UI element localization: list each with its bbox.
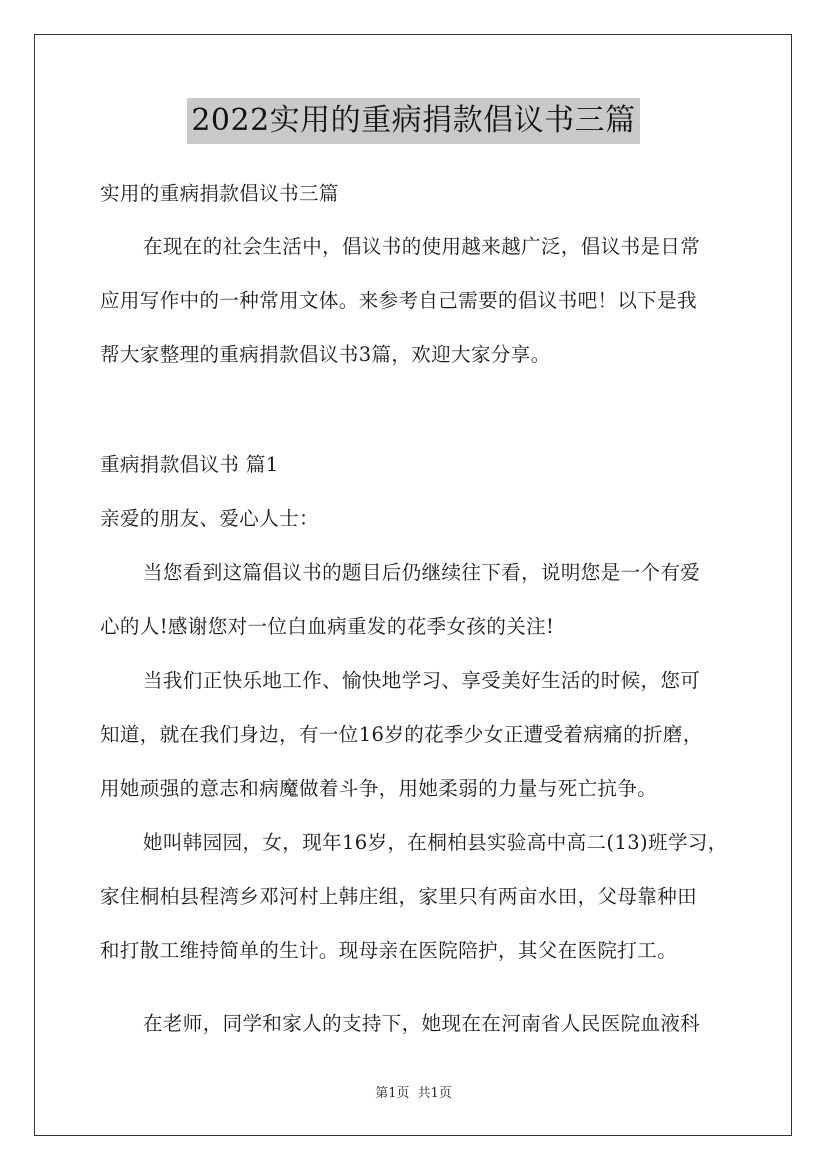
paragraph-line: 应用写作中的一种常用文体。来参考自己需要的倡议书吧！以下是我 bbox=[100, 289, 698, 312]
title-container bbox=[0, 98, 827, 144]
paragraph-line: 知道，就在我们身边，有一位16岁的花季少女正遭受着病痛的折磨， bbox=[100, 723, 703, 746]
paragraph-line: 在老师，同学和家人的支持下，她现在在河南省人民医院血液科 bbox=[143, 1012, 701, 1035]
paragraph-line: 在现在的社会生活中，倡议书的使用越来越广泛，倡议书是日常 bbox=[143, 235, 701, 258]
paragraph-line: 家住桐柏县程湾乡邓河村上韩庄组，家里只有两亩水田，父母靠种田 bbox=[100, 885, 698, 908]
subtitle-line: 实用的重病捐款倡议书三篇 bbox=[100, 182, 339, 205]
salutation-line: 亲爱的朋友、爱心人士： bbox=[100, 507, 319, 530]
page-total: 共1页 bbox=[417, 1086, 452, 1101]
paragraph-line: 当您看到这篇倡议书的题目后仍继续往下看，说明您是一个有爱 bbox=[143, 561, 701, 584]
document-title: 2022实用的重病捐款倡议书三篇 bbox=[187, 98, 639, 144]
paragraph-line: 心的人!感谢您对一位白血病重发的花季女孩的关注! bbox=[100, 615, 555, 638]
paragraph-line: 和打散工维持简单的生计。现母亲在医院陪护，其父在医院打工。 bbox=[100, 939, 678, 962]
page-number: 第1页 bbox=[375, 1086, 410, 1101]
paragraph-line: 帮大家整理的重病捐款倡议书3篇，欢迎大家分享。 bbox=[100, 343, 551, 366]
paragraph-line: 用她顽强的意志和病魔做着斗争，用她柔弱的力量与死亡抗争。 bbox=[100, 777, 658, 800]
paragraph-line: 她叫韩园园，女，现年16岁，在桐柏县实验高中高二(13)班学习， bbox=[143, 831, 728, 854]
section-heading: 重病捐款倡议书 篇1 bbox=[100, 453, 279, 476]
paragraph-line: 当我们正快乐地工作、愉快地学习、享受美好生活的时候，您可 bbox=[143, 669, 701, 692]
page-footer bbox=[0, 1082, 827, 1101]
